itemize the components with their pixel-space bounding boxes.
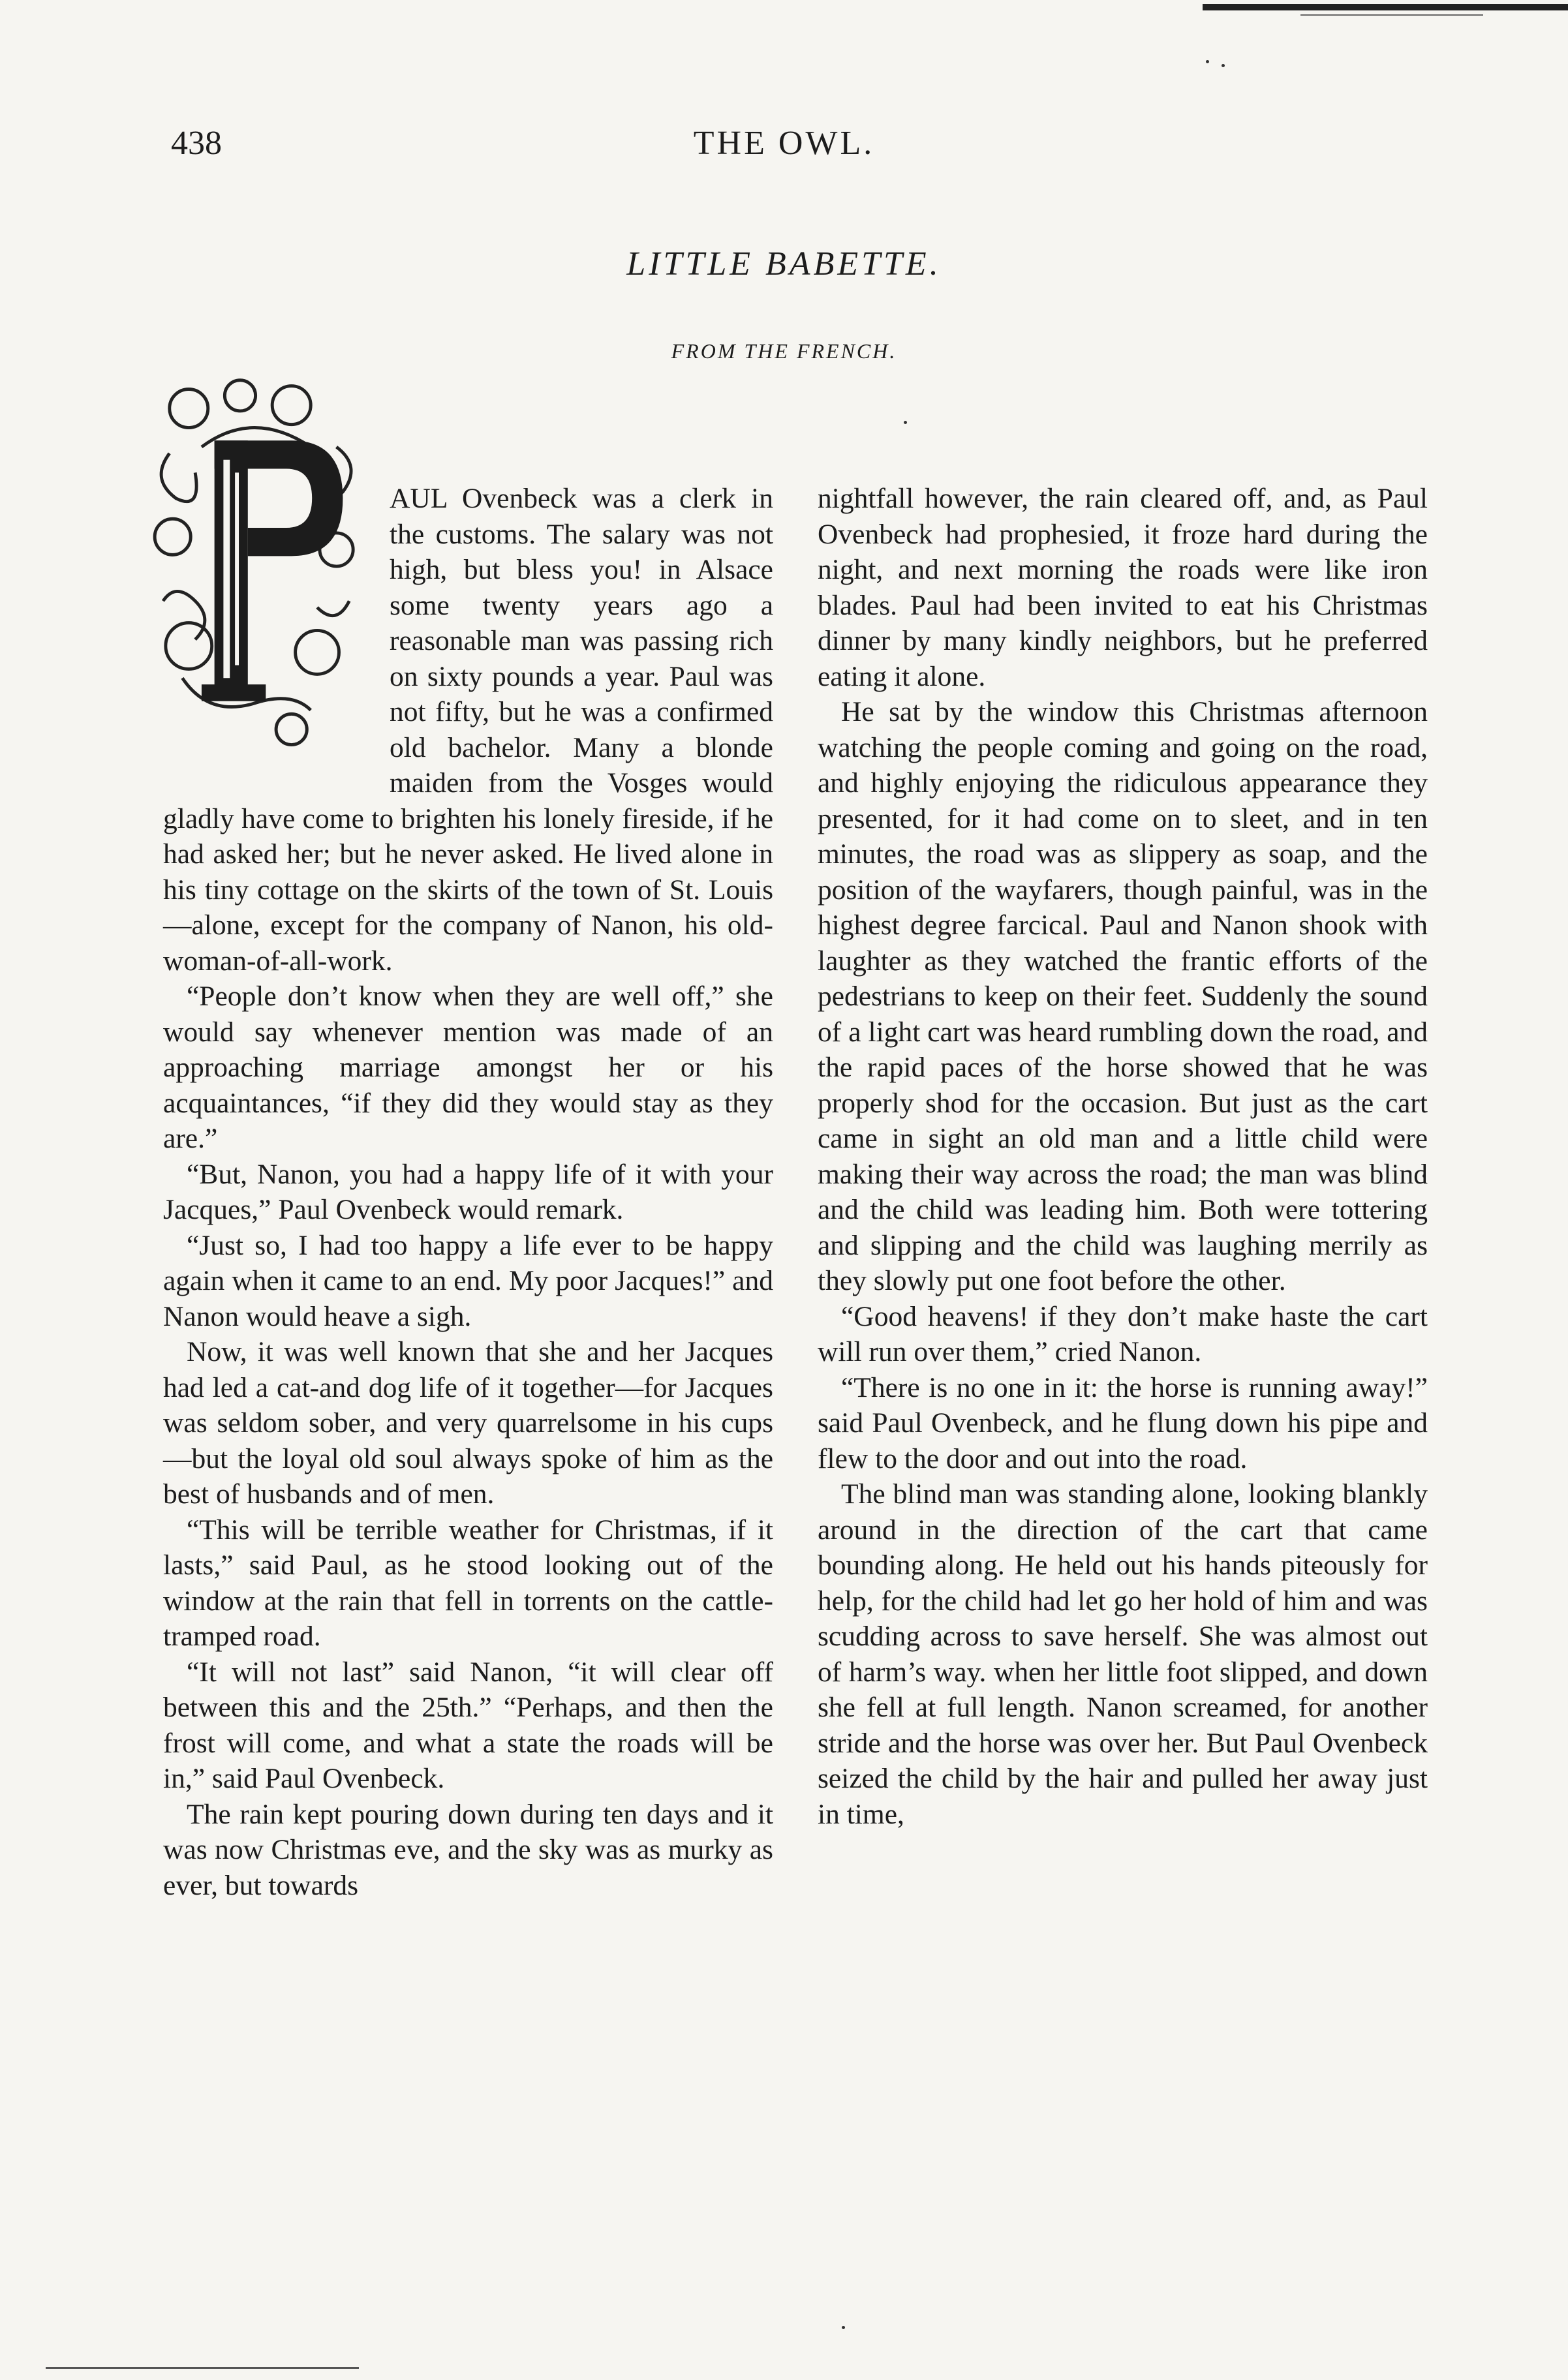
speck [1222,64,1225,67]
page-number: 438 [171,125,222,162]
paragraph: nightfall however, the rain cleared off, and, as Paul Ovenbeck had prophesied, it froze hard during the night, and next morning the roads were like iron blades. Paul had been invited to eat his Christmas dinner by many kindly neighbors, but he preferred eating it alone. [818,483,1428,692]
speck [842,2326,845,2329]
paragraph: AUL Ovenbeck was a clerk in the customs. The salary was not high, but bless you! in Alsace some twenty years ago a reasonable man was passing rich on sixty pounds a year. Paul was not fifty, but he was a confirmed old bachelor. Many a blonde maiden from the Vosges would gladly have come to brighten his lonely fireside, if he had asked her; but he never asked. He lived alone in his tiny cottage on the skirts of the town of St. Louis—alone, except for the company of Nanon, his old-woman-of-all-work. [163,483,773,977]
speck [904,421,907,424]
paragraph: The blind man was standing alone, looking blankly around in the direction of the cart that came bounding along. He held out his hands piteously for help, for the child had let go her hold of him and was scudding across to save herself. She was almost out of harm’s way. when her little foot slipped, and down she fell at full length. Nanon screamed, for another stride and the horse was over her. But Paul Ovenbeck seized the child by the hair and pulled her away just in time, [818,1478,1428,1830]
paragraph: “But, Nanon, you had a happy life of it with your Jacques,” Paul Ovenbeck would remark. [163,1158,773,1225]
ornamental-drop-cap-p-icon [144,370,375,768]
top-edge-rule-thin [1300,14,1483,16]
running-head: THE OWL. [693,125,875,162]
top-edge-rule [1203,4,1568,10]
paragraph: “There is no one in it: the horse is running away!” said Paul Ovenbeck, and he flung down his pipe and flew to the door and out into the road. [818,1371,1428,1474]
right-column [818,481,1428,1832]
paragraph: “Just so, I had too happy a life ever to be happy again when it came to an end. My poor Jacques!” and Nanon would heave a sigh. [163,1229,773,1332]
speck [1206,60,1209,63]
bottom-edge-rule [46,2367,359,2369]
paragraph: “People don’t know when they are well off,” she would say whenever mention was made of an approaching marriage amongst her or his acquaintances, “if they did they would stay as they are.” [163,981,773,1154]
left-column [163,481,773,1903]
paragraph: He sat by the window this Christmas afternoon watching the people coming and going on the road, and highly enjoying the ridiculous appearance they presented, for it had come on to sleet, and in ten minutes, the road was as slippery as soap, and the position of the wayfarers, though painful, was in the highest degree farcical. Paul and Nanon shook with laughter as they watched the frantic efforts of the pedestrians to keep on their feet. Suddenly the sound of a light cart was heard rumbling down the road, and the rapid paces of the horse showed that he was properly shod for the occasion. But just as the cart came in sight an old man and a little child were making their way across the road; the man was blind and the child was leading him. Both were tottering and slipping and the child was laughing merrily as they slowly put one foot before the other. [818,696,1428,1296]
paragraph: “It will not last” said Nanon, “it will clear off between this and the 25th.” “Perhaps, and then the frost will come, and what a state the roads will be in,” said Paul Ovenbeck. [163,1656,773,1794]
paragraph: “Good heavens! if they don’t make haste the cart will run over them,” cried Nanon. [818,1300,1428,1367]
paragraph: “This will be terrible weather for Christmas, if it lasts,” said Paul, as he stood looking out of the window at the rain that fell in torrents on the cattle-tramped road. [163,1514,773,1652]
paragraph: Now, it was well known that she and her Jacques had led a cat-and dog life of it together—for Jacques was seldom sober, and very quarrelsome in his cups—but the loyal old soul always spoke of him as the best of husbands and of men. [163,1336,773,1510]
article-subtitle: FROM THE FRENCH. [671,339,897,363]
article-title: LITTLE BABETTE. [626,245,942,282]
paragraph: The rain kept pouring down during ten days and it was now Christmas eve, and the sky was as murky as ever, but towards [163,1798,773,1901]
